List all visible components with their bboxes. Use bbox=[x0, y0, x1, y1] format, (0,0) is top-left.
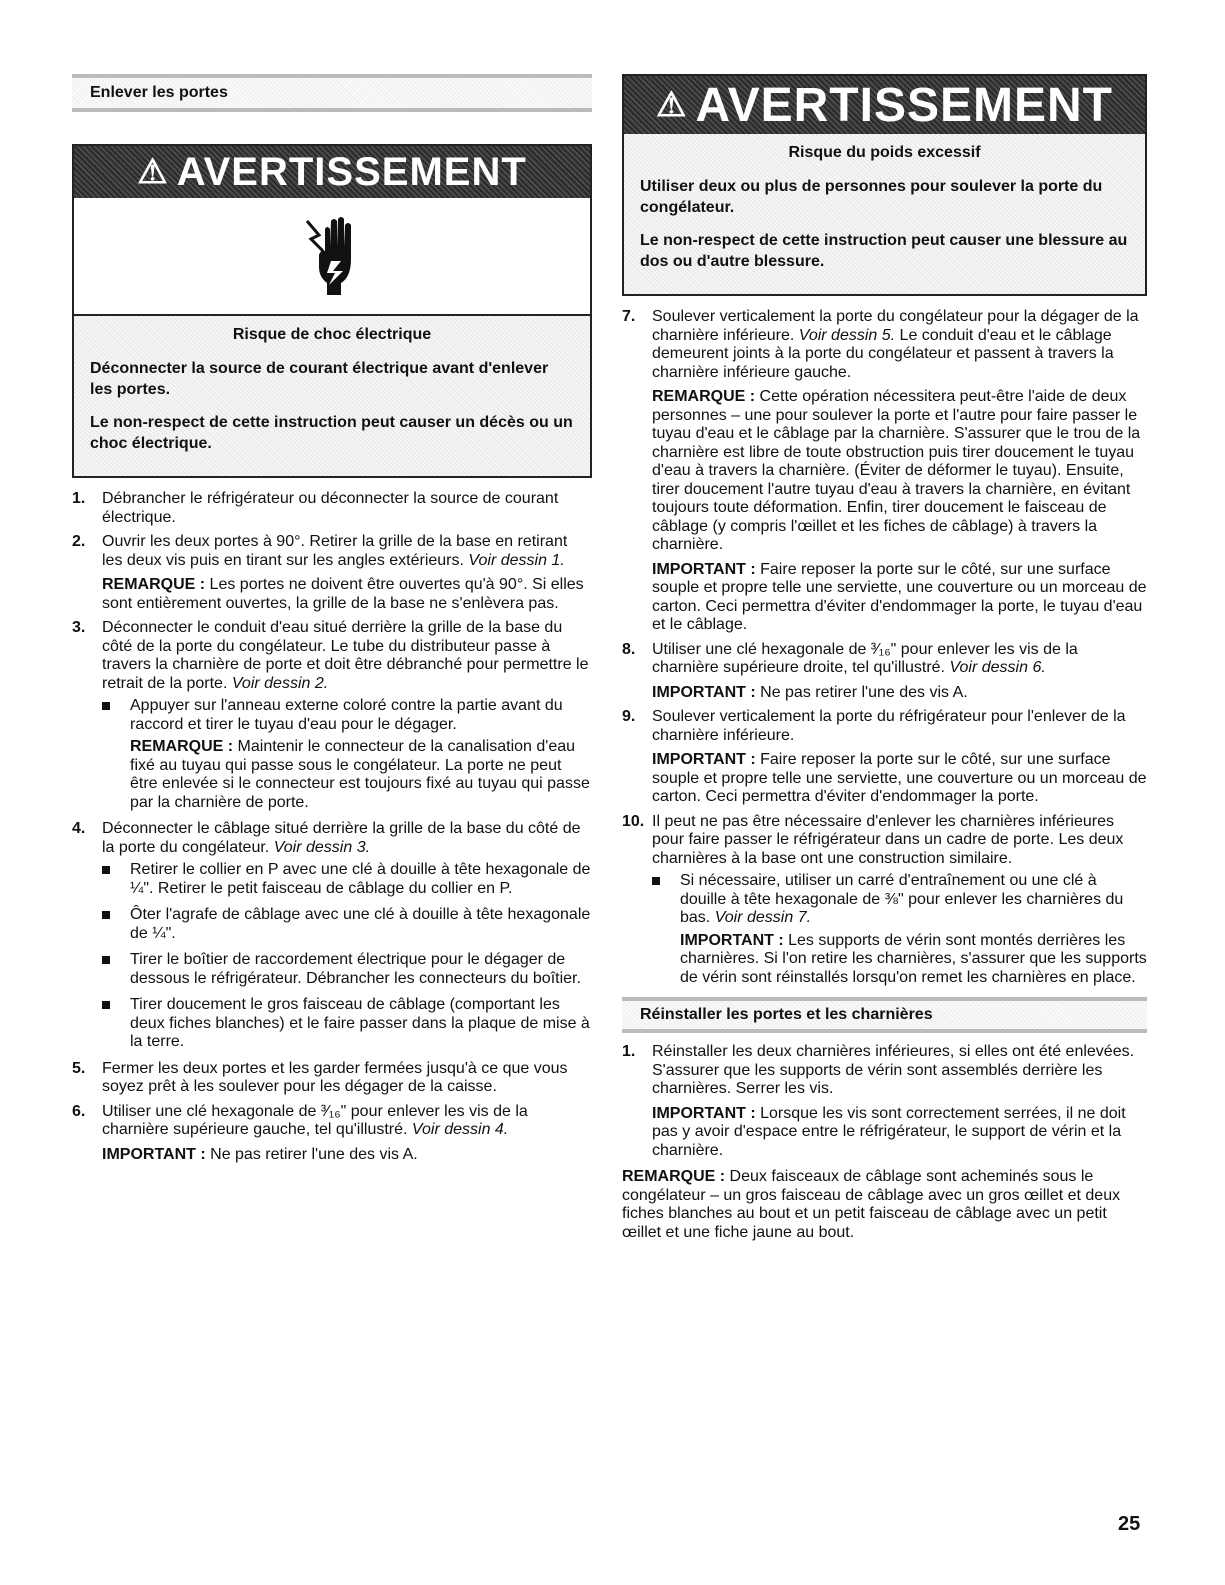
note-label: IMPORTANT : bbox=[652, 683, 756, 701]
bullet-list bbox=[102, 861, 592, 1052]
step-text: Fermer les deux portes et les garder fermées jusqu'à ce que vous soyez prêt à les soulever pour les dégager de la caisse. bbox=[102, 1059, 568, 1095]
note-text: Ne pas retirer l'une des vis A. bbox=[205, 1145, 418, 1163]
step-text-continued: Le conduit d'eau et le câblage demeurent joints à la porte du congélateur et passent à travers la charnière inférieure gauche. bbox=[652, 326, 1114, 381]
note-label: IMPORTANT : bbox=[652, 1104, 756, 1122]
warning-line-1: Utiliser deux ou plus de personnes pour soulever la porte du congélateur. bbox=[640, 178, 1103, 216]
step-number: 7. bbox=[622, 308, 636, 325]
step-3 bbox=[72, 619, 592, 812]
step-text: Soulever verticalement la porte du congélateur pour la dégager de la charnière inférieure. bbox=[652, 308, 1139, 344]
step-2 bbox=[72, 533, 592, 613]
warning-icon-area bbox=[74, 198, 590, 316]
warning-triangle-icon: ⚠ bbox=[137, 153, 169, 191]
step-7 bbox=[622, 308, 1147, 635]
section-title: Réinstaller les portes et les charnières bbox=[640, 1006, 933, 1023]
warning-box-electric bbox=[72, 144, 592, 478]
section-title: Enlever les portes bbox=[90, 84, 228, 101]
left-column bbox=[72, 74, 592, 1170]
drawing-reference: Voir dessin 7. bbox=[714, 909, 812, 926]
drawing-reference: Voir dessin 1. bbox=[468, 551, 565, 569]
step-1 bbox=[72, 490, 592, 527]
note bbox=[130, 738, 592, 812]
electric-shock-hand-icon bbox=[297, 211, 367, 301]
bullet-item bbox=[102, 697, 592, 812]
right-column bbox=[622, 74, 1147, 1242]
drawing-reference: Voir dessin 6. bbox=[949, 659, 1046, 676]
warning-subtitle: Risque du poids excessif bbox=[788, 144, 981, 161]
step-text: Déconnecter le conduit d'eau situé derrière la grille de la base du côté de la porte du congélateur. Le tube du distributeur passe à travers la charnière de porte et doit être débranché pour permettre le retrait de la porte. bbox=[102, 619, 589, 692]
drawing-reference: Voir dessin 2. bbox=[231, 674, 329, 692]
warning-box-weight bbox=[622, 74, 1147, 296]
step-text: Ouvrir les deux portes à 90°. Retirer la grille de la base en retirant les deux vis puis en tirant sur les angles extérieurs. bbox=[102, 533, 568, 569]
steps-list-reinstall bbox=[622, 1043, 1147, 1160]
section-header-remove-doors bbox=[72, 74, 592, 112]
warning-body bbox=[624, 134, 1145, 294]
note-text: Maintenir le connecteur de la canalisation d'eau fixé au tuyau qui passe sous le congélateur. La porte ne peut être enlevée si le connecteur est toujours fixé au tuyau qui passe par la charnière de porte. bbox=[130, 738, 590, 811]
important-note bbox=[652, 684, 1147, 703]
note bbox=[102, 576, 592, 613]
step-8 bbox=[622, 641, 1147, 703]
page-number: 25 bbox=[1118, 1513, 1141, 1535]
step-number: 3. bbox=[72, 619, 86, 636]
step-number: 10. bbox=[622, 812, 645, 830]
warning-title: AVERTISSEMENT bbox=[176, 149, 527, 194]
step-9 bbox=[622, 708, 1147, 807]
note-label: REMARQUE : bbox=[102, 576, 206, 593]
drawing-reference: Voir dessin 4. bbox=[411, 1121, 509, 1138]
step-number: 5. bbox=[72, 1059, 86, 1077]
note-label: IMPORTANT : bbox=[652, 560, 756, 578]
note-text: Cette opération nécessitera peut-être l'aide de deux personnes – une pour soulever la porte et l'autre pour faire passer le tuyau d'eau et le câblage par la charnière. S'assurer que le trou de la charnière est libre de toute obstruction puis tirer doucement le tuyau d'eau à travers la charnière. (Éviter de déformer le tuyau). Ensuite, tirer doucement l'autre tuyau d'eau à travers la charnière, en évitant toujours toute déformation. Enfin, tirer doucement le faisceau de câblage (y compris l'œillet et les fiches de câblage) à travers la charnière. bbox=[652, 388, 1141, 553]
step-5 bbox=[72, 1060, 592, 1097]
note-label: REMARQUE : bbox=[652, 388, 756, 405]
drawing-reference: Voir dessin 5. bbox=[798, 326, 896, 344]
important-note bbox=[652, 1105, 1147, 1161]
warning-body bbox=[74, 316, 590, 476]
step-number: 1. bbox=[72, 490, 86, 507]
step-number: 4. bbox=[72, 820, 86, 837]
step-number: 1. bbox=[622, 1043, 636, 1060]
step-10 bbox=[622, 813, 1147, 988]
note-text: Lorsque les vis sont correctement serrées, il ne doit pas y avoir d'espace entre le réfrigérateur, le support de vérin et la charnière. bbox=[652, 1104, 1126, 1159]
step-text: Utiliser une clé hexagonale de ³⁄₁₆" pour enlever les vis de la charnière supérieure gauche, tel qu'illustré. bbox=[102, 1102, 528, 1138]
warning-triangle-icon: ⚠ bbox=[656, 86, 688, 124]
note-text: Les portes ne doivent être ouvertes qu'à 90°. Si elles sont entièrement ouvertes, la grille de la base ne s'enlèvera pas. bbox=[102, 576, 584, 612]
bullet-list bbox=[102, 697, 592, 812]
note-label: IMPORTANT : bbox=[680, 931, 784, 949]
step-text: Déconnecter le câblage situé derrière la grille de la base du côté de la porte du congélateur. bbox=[102, 820, 581, 856]
warning-title: AVERTISSEMENT bbox=[695, 78, 1113, 132]
warning-title-bar bbox=[624, 76, 1145, 134]
step-6 bbox=[72, 1103, 592, 1165]
note-text: Faire reposer la porte sur le côté, sur une surface souple et propre telle une serviette, une couverture ou un morceau de carton. Ceci permettra d'éviter d'endommager la porte. bbox=[652, 751, 1147, 805]
bullet-item: Ôter l'agrafe de câblage avec une clé à douille à tête hexagonale de ¼". bbox=[102, 906, 592, 943]
important-note bbox=[652, 561, 1147, 635]
warning-line-1: Déconnecter la source de courant électrique avant d'enlever les portes. bbox=[90, 360, 549, 398]
note-label: REMARQUE : bbox=[622, 1168, 726, 1185]
bullet-item: Tirer doucement le gros faisceau de câblage (comportant les deux fiches blanches) et le faire passer dans la plaque de mise à la terre. bbox=[102, 996, 592, 1052]
step-text: Débrancher le réfrigérateur ou déconnecter la source de courant électrique. bbox=[102, 490, 559, 526]
bullet-item bbox=[652, 872, 1147, 987]
warning-line-2: Le non-respect de cette instruction peut causer une blessure au dos ou d'autre blessure. bbox=[640, 232, 1128, 270]
note-label: REMARQUE : bbox=[130, 738, 234, 755]
step-number: 2. bbox=[72, 533, 86, 550]
bullet-text: Appuyer sur l'anneau externe coloré contre la partie avant du raccord et tirer le tuyau d'eau pour le dégager. bbox=[130, 697, 563, 733]
final-note bbox=[622, 1168, 1147, 1242]
warning-subtitle: Risque de choc électrique bbox=[232, 326, 432, 343]
step-text: Il peut ne pas être nécessaire d'enlever les charnières inférieures pour faire passer le réfrigérateur dans un cadre de porte. Les deux charnières à la base ont une construction similaire. bbox=[652, 812, 1124, 867]
warning-title-bar bbox=[74, 146, 590, 198]
note-text: Faire reposer la porte sur le côté, sur une surface souple et propre telle une serviette, une couverture ou un morceau de carton. Ceci permettra d'éviter d'endommager la porte, le tuyau d'eau et le câblage. bbox=[652, 560, 1147, 633]
steps-list-left bbox=[72, 490, 592, 1164]
note-text: Deux faisceaux de câblage sont acheminés sous le congélateur – un gros faisceau de câblage avec un gros œillet et deux fiches blanches au bout et un petit faisceau de câblage avec un petit œillet et une fiche jaune au bout. bbox=[622, 1168, 1121, 1241]
drawing-reference: Voir dessin 3. bbox=[273, 838, 371, 856]
important-note bbox=[680, 932, 1147, 988]
bullet-item: Tirer le boîtier de raccordement électrique pour le dégager de dessous le réfrigérateur. Débrancher les connecteurs du boîtier. bbox=[102, 951, 592, 988]
step-number: 8. bbox=[622, 640, 636, 658]
bullet-text: Si nécessaire, utiliser un carré d'entraînement ou une clé à douille à tête hexagonale de ⅜" pour enlever les charnières du bas. bbox=[680, 872, 1124, 926]
note-label: IMPORTANT : bbox=[652, 751, 756, 768]
step-number: 9. bbox=[622, 708, 636, 725]
bullet-item: Retirer le collier en P avec une clé à douille à tête hexagonale de ¼". Retirer le petit faisceau de câblage du collier en P. bbox=[102, 861, 592, 898]
note-text: Les supports de vérin sont montés derrières les charnières. Si l'on retire les charnières, s'assurer que les supports de vérin sont réinstallés lorsqu'on remet les charnières en place. bbox=[680, 931, 1147, 986]
step-text: Utiliser une clé hexagonale de ³⁄₁₆" pour enlever les vis de la charnière supérieure droite, tel qu'illustré. bbox=[652, 640, 1078, 676]
step-4 bbox=[72, 820, 592, 1052]
section-header-reinstall bbox=[622, 997, 1147, 1033]
note bbox=[102, 1146, 592, 1165]
warning-line-2: Le non-respect de cette instruction peut causer un décès ou un choc électrique. bbox=[90, 414, 573, 452]
bullet-list bbox=[652, 872, 1147, 987]
steps-list-right bbox=[622, 308, 1147, 987]
step-text: Réinstaller les deux charnières inférieures, si elles ont été enlevées. S'assurer que les supports de vérin sont assemblés derrière les charnières. Serrer les vis. bbox=[652, 1043, 1135, 1097]
important-note bbox=[652, 751, 1147, 807]
step-text: Soulever verticalement la porte du réfrigérateur pour l'enlever de la charnière inférieure. bbox=[652, 708, 1126, 744]
note-text: Ne pas retirer l'une des vis A. bbox=[755, 683, 968, 701]
note-label: IMPORTANT : bbox=[102, 1145, 206, 1163]
reinstall-step-1 bbox=[622, 1043, 1147, 1160]
note bbox=[652, 388, 1147, 555]
step-number: 6. bbox=[72, 1102, 86, 1120]
